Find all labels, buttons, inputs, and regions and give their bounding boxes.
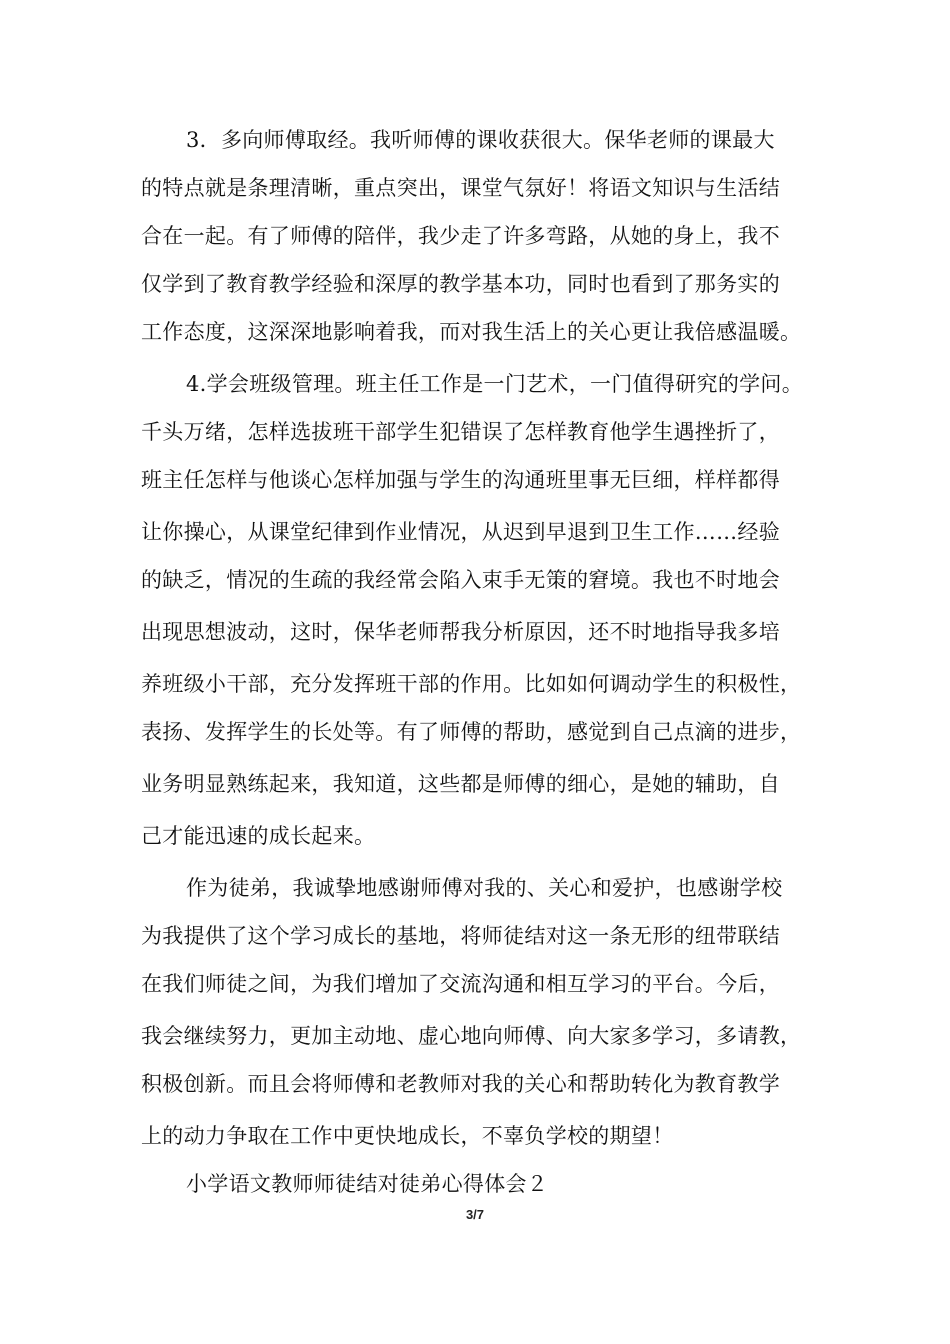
paragraph-line: 班主任怎样与他谈心怎样加强与学生的沟通班里事无巨细，样样都得: [141, 468, 780, 492]
paragraph-line: 让你操心，从课堂纪律到作业情况，从迟到早退到卫生工作……经验: [141, 520, 780, 544]
paragraph-line: 的特点就是条理清晰，重点突出，课堂气氛好！将语文知识与生活结: [141, 176, 780, 200]
paragraph-line: 积极创新。而且会将师傅和老教师对我的关心和帮助转化为教育教学: [141, 1072, 780, 1096]
paragraph-line: 我会继续努力，更加主动地、虚心地向师傅、向大家多学习，多请教，: [141, 1024, 802, 1048]
paragraph-line: 业务明显熟练起来，我知道，这些都是师傅的细心，是她的辅助，自: [141, 772, 780, 796]
paragraph-line: 上的动力争取在工作中更快地成长，不辜负学校的期望！: [141, 1124, 674, 1148]
paragraph-line: 的缺乏，情况的生疏的我经常会陷入束手无策的窘境。我也不时地会: [141, 568, 780, 592]
paragraph-line: 己才能迅速的成长起来。: [141, 824, 376, 848]
paragraph-line: 3．多向师傅取经。我听师傅的课收获很大。保华老师的课最大: [186, 128, 775, 152]
paragraph-line: 出现思想波动，这时，保华老师帮我分析原因，还不时地指导我多培: [141, 620, 780, 644]
paragraph-line: 为我提供了这个学习成长的基地，将师徒结对这一条无形的纽带联结: [141, 924, 780, 948]
paragraph-line: 千头万绪，怎样选拔班干部学生犯错误了怎样教育他学生遇挫折了，: [141, 420, 780, 444]
section-heading: 小学语文教师师徒结对徒弟心得体会２: [186, 1172, 549, 1196]
paragraph-line: 表扬、发挥学生的长处等。有了师傅的帮助，感觉到自己点滴的进步，: [141, 720, 802, 744]
paragraph-line: 4.学会班级管理。班主任工作是一门艺术，一门值得研究的学问。: [186, 372, 804, 396]
paragraph-line: 养班级小干部，充分发挥班干部的作用。比如如何调动学生的积极性，: [141, 672, 802, 696]
paragraph-line: 仅学到了教育教学经验和深厚的教学基本功，同时也看到了那务实的: [141, 272, 780, 296]
paragraph-line: 工作态度，这深深地影响着我，而对我生活上的关心更让我倍感温暖。: [141, 320, 802, 344]
paragraph-line: 在我们师徒之间，为我们增加了交流沟通和相互学习的平台。今后，: [141, 972, 780, 996]
paragraph-line: 作为徒弟，我诚挚地感谢师傅对我的、关心和爱护，也感谢学校: [186, 876, 783, 900]
paragraph-line: 合在一起。有了师傅的陪伴，我少走了许多弯路，从她的身上，我不: [141, 224, 780, 248]
page-number: 3/7: [465, 1207, 485, 1222]
